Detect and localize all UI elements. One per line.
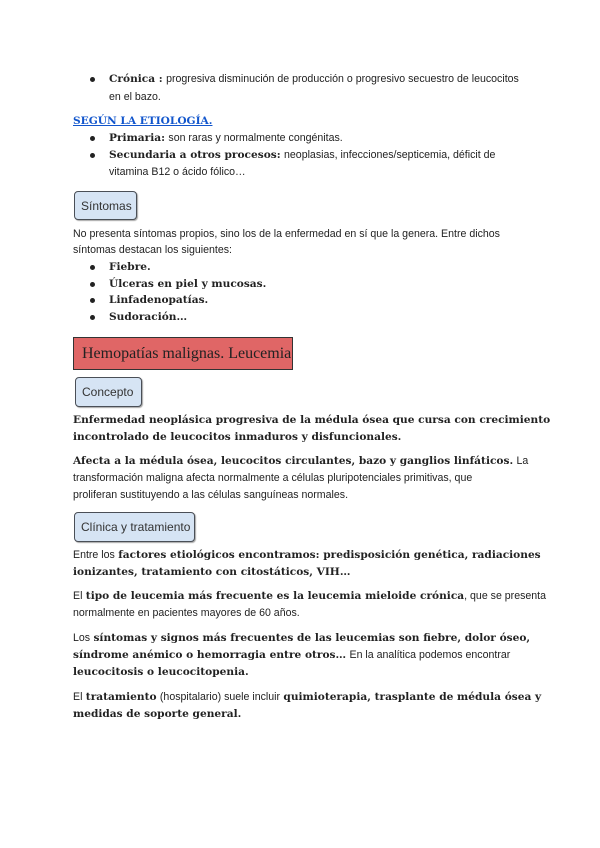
bullet-icon [90, 315, 95, 320]
sintomas-list [90, 259, 266, 325]
bullet-icon [90, 298, 95, 303]
bullet-icon [90, 136, 95, 141]
sintomas-intro: No presenta síntomas propios, sino los de la enfermedad en sí que la genera. Entre dichos [73, 228, 500, 240]
cronica-label: Crónica : [109, 73, 163, 85]
text-span: , trasplante de médula ósea y [367, 691, 542, 703]
tratamiento-line1 [73, 689, 541, 705]
etiologia-link[interactable]: SEGÚN LA ETIOLOGÍA. [73, 115, 213, 127]
text-span: Entre los [73, 549, 115, 561]
list-item [90, 259, 266, 276]
text-span: factores etiológicos encontramos: predisposición genética, radiaciones [118, 549, 541, 561]
list-item [90, 147, 495, 164]
definicion-line1: Enfermedad neoplásica progresiva de la médula ósea que cursa con crecimiento [73, 414, 551, 426]
list-item [90, 276, 266, 293]
text-span: , que se presenta [464, 590, 547, 602]
secundaria-label: Secundaria a otros procesos: [109, 148, 281, 161]
sintomas-box [74, 191, 137, 220]
secundaria-text-cont: vitamina B12 o ácido fólico… [109, 166, 246, 178]
tipo-line2: normalmente en pacientes mayores de 60 años. [73, 607, 300, 619]
list-item [90, 309, 266, 326]
list-item [90, 292, 266, 309]
list-item [90, 71, 519, 88]
sintoma-item: Linfadenopatías. [109, 294, 209, 306]
text-span: tipo de leucemia más frecuente es la leucemia mieloide crónica [85, 590, 465, 602]
primaria-label: Primaria: [109, 132, 166, 144]
sintoma-item: Sudoración… [109, 310, 188, 323]
afecta-rest: La [516, 455, 529, 467]
afecta-line2: transformación maligna afecta normalmente a células pluripotenciales primitivas, que [73, 472, 473, 484]
afecta-line1 [73, 453, 528, 469]
sintomas-box-label: Síntomas [81, 198, 132, 213]
cronica-text-cont: en el bazo. [109, 91, 161, 103]
etiologia-heading[interactable] [73, 113, 212, 129]
text-span: (hospitalario) suele incluir [159, 691, 281, 703]
text-span: Los [73, 632, 91, 644]
clinica-box-label: Clínica y tratamiento [81, 520, 191, 534]
sintomas-leucemia-line1 [73, 630, 530, 646]
primaria-text: son raras y normalmente congénitas. [168, 132, 343, 144]
cronica-text: progresiva disminución de producción o progresivo secuestro de leucocitos [166, 73, 519, 85]
concepto-box-label: Concepto [82, 385, 134, 399]
sintoma-item: Fiebre. [109, 261, 151, 273]
concepto-box [75, 377, 142, 407]
sintoma-item: Úlceras en piel y mucosas. [109, 277, 267, 290]
section-title-box [73, 337, 293, 370]
text-span: El [73, 590, 83, 602]
afecta-bold: Afecta a la médula ósea, leucocitos circulantes, bazo y ganglios linfáticos. [73, 455, 514, 467]
sintomas-leucemia-line3: leucocitosis o leucocitopenia. [73, 666, 249, 678]
sintomas-intro-cont: síntomas destacan los siguientes: [73, 244, 232, 256]
text-span: En la analítica podemos encontrar [349, 649, 511, 661]
factores-line1 [73, 547, 541, 563]
bullet-icon [90, 282, 95, 287]
list-item [90, 130, 495, 147]
secundaria-text: neoplasias, infecciones/septicemia, déficit de [284, 148, 496, 161]
clinica-box [74, 512, 195, 542]
bullet-icon [90, 77, 95, 82]
cronica-list [90, 71, 519, 88]
section-title: Hemopatías malignas. Leucemia [82, 344, 292, 362]
text-span: quimioterapia [283, 691, 368, 703]
text-span: El [73, 691, 83, 703]
afecta-line3: proliferan sustituyendo a las células sanguíneas normales. [73, 489, 349, 501]
bullet-icon [90, 153, 95, 158]
sintomas-leucemia-line2 [73, 647, 510, 663]
text-span: síndrome anémico o hemorragia entre otros… [73, 649, 347, 661]
factores-line2: ionizantes, tratamiento con citostáticos, VIH… [73, 566, 351, 578]
etiologia-list [90, 130, 495, 163]
tratamiento-line2: medidas de soporte general. [73, 708, 242, 720]
text-span: síntomas y signos más frecuentes de las leucemias son fiebre, dolor óseo, [93, 632, 531, 644]
bullet-icon [90, 265, 95, 270]
text-span: tratamiento [85, 691, 157, 703]
tipo-line1 [73, 588, 546, 604]
definicion-line2: incontrolado de leucocitos inmaduros y disfuncionales. [73, 431, 402, 443]
